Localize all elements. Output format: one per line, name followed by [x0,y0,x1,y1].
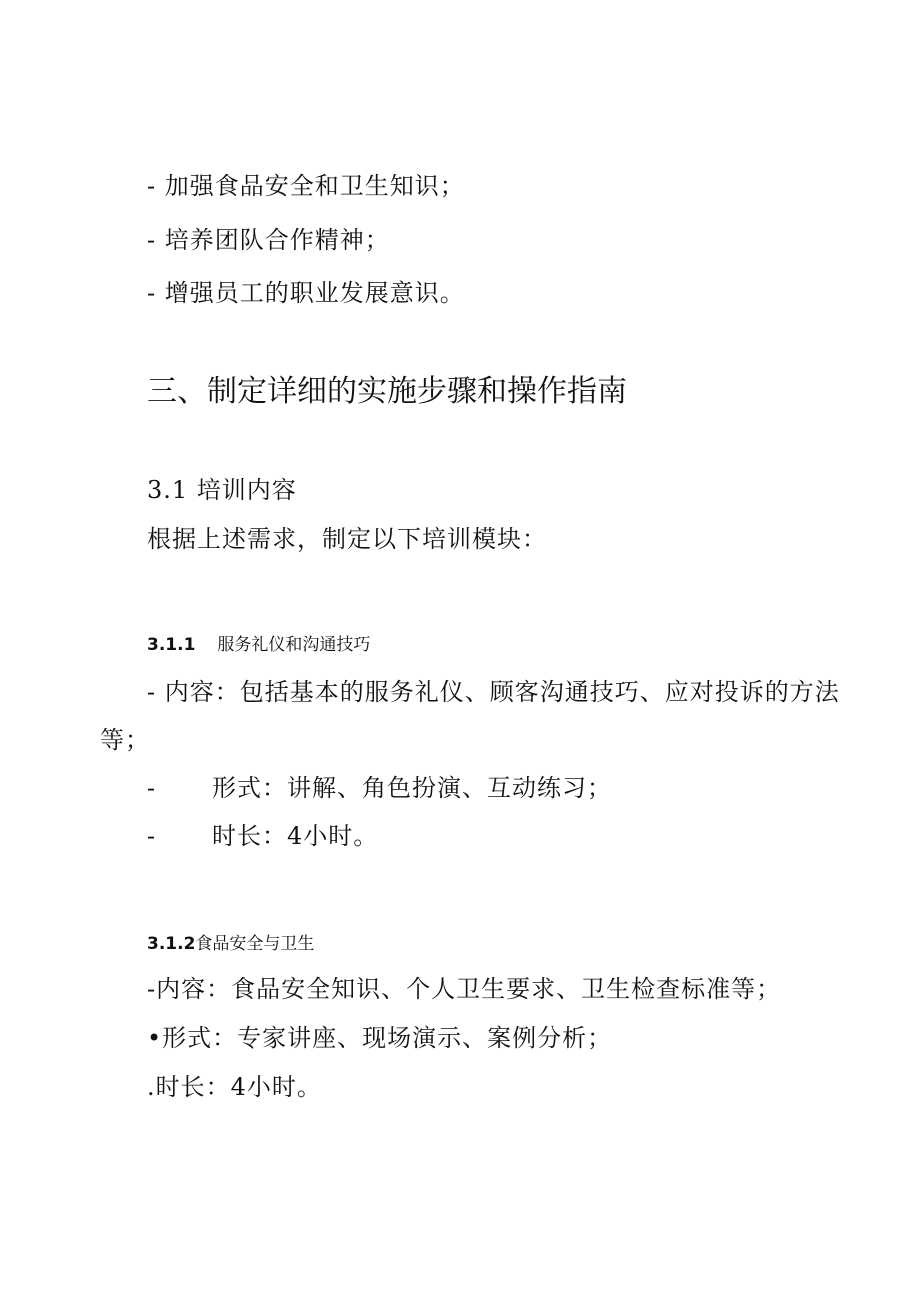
module-form: 形式：讲解、角色扮演、互动练习； [212,774,612,802]
module-content: -内容：食品安全知识、个人卫生要求、卫生检查标准等； [147,975,782,1003]
module-name: 食品安全与卫生 [195,934,315,954]
module-name: 服务礼仪和沟通技巧 [217,635,371,655]
list-marker: - [147,774,157,802]
section-title: 三、制定详细的实施步骤和操作指南 [147,374,627,409]
list-marker: - [147,822,157,850]
module-content-continued: 等； [100,726,150,754]
module-number: 3.1.2 [147,934,196,954]
module-number: 3.1.1 [147,635,196,655]
list-item: - 培养团队合作精神； [147,226,390,254]
module-heading [147,637,370,654]
subsection-title: 3.1 培训内容 [147,476,297,504]
list-item: - 加强食品安全和卫生知识； [147,172,465,200]
module-duration: 时长：4小时。 [212,822,379,850]
module-heading [147,936,314,953]
module-duration: .时长：4小时。 [147,1073,322,1101]
module-content: - 内容：包括基本的服务礼仪、顾客沟通技巧、应对投诉的方法 [147,678,840,706]
list-item: - 增强员工的职业发展意识。 [147,279,465,307]
subsection-intro: 根据上述需求，制定以下培训模块： [147,525,547,553]
module-form: •形式：专家讲座、现场演示、案例分析； [147,1024,613,1052]
